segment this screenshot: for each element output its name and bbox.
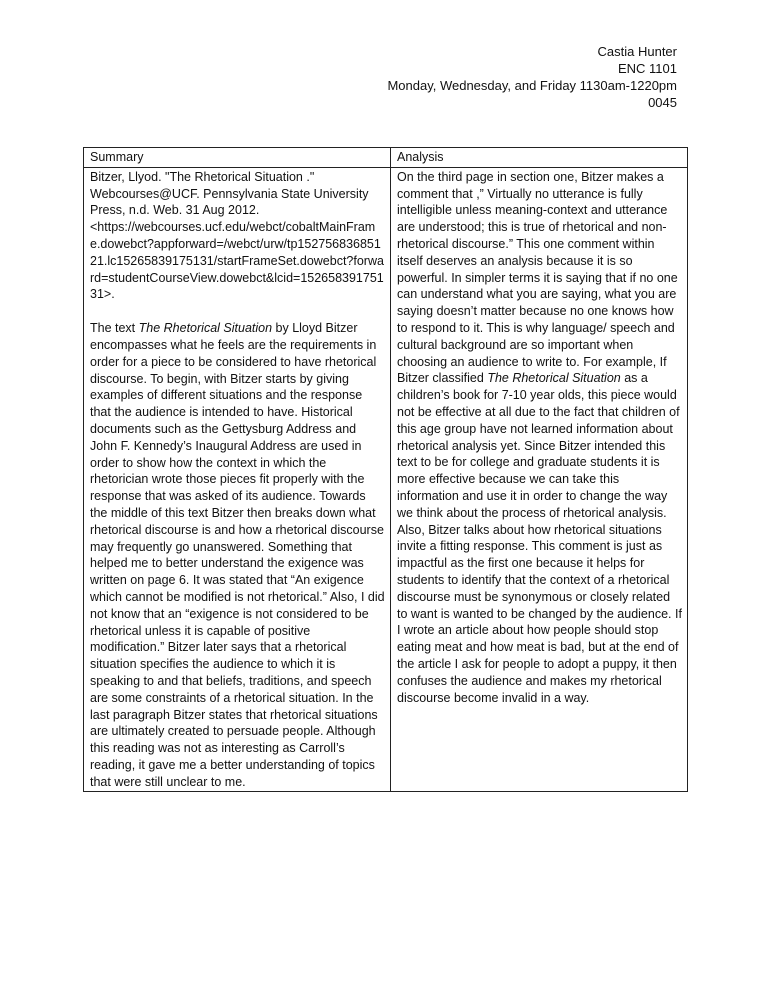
- citation-url: <https://webcourses.ucf.edu/webct/cobaltMainFrame.dowebct?appforward=/webct/urw/tp15275683685121.lc15265839175131/startFrameSet.dowebct?forward=studentCourseView.dowebct&lcid=15265839175131>.: [90, 220, 384, 302]
- table-row: [84, 167, 688, 792]
- citation: Bitzer, Llyod. "The Rhetorical Situation ." Webcourses@UCF. Pennsylvania State University Press, n.d. Web. 31 Aug 2012.: [90, 169, 369, 218]
- table-header-row: [84, 148, 688, 168]
- document-header: [387, 43, 677, 111]
- analysis-text-start: On the third page in section one, Bitzer makes a comment that ,” Virtually no utterance is fully intelligible unless meaning-context and utterance are understood; this is true of rhetorical and non-rhetorical discourse.” This one comment within itself deserves an analysis because it is so powerful. In simpler terms it is saying that if no one can understand what you are saying, what you are saying doesn’t matter because no one knows how to respond to it. This is why language/ speech and cultural background are so important when choosing an audience to write to. For example, If Bitzer classified: [397, 169, 678, 386]
- analysis-column-header: Analysis: [391, 148, 688, 168]
- analysis-cell: [391, 167, 688, 792]
- author-name: Castia Hunter: [597, 44, 677, 59]
- summary-paragraph: [90, 320, 385, 790]
- summary-text-start: The text: [90, 321, 139, 336]
- summary-cell: [84, 167, 391, 792]
- work-title: The Rhetorical Situation: [487, 371, 621, 386]
- summary-column-header: Summary: [84, 148, 391, 168]
- section-number: 0045: [648, 95, 677, 110]
- analysis-paragraph: [397, 169, 682, 707]
- summary-text-rest: by Lloyd Bitzer encompasses what he feels are the requirements in order for a piece to be considered to have rhetorical discourse. To begin, with Bitzer starts by giving examples of different situations and the response that the audience is intended to have. Historical documents such as the Gettysburg Address and John F. Kennedy’s Inaugural Address are used in order to show how the context in which the rhetorician wrote those pieces fit properly with the response that was asked of its audience. Towards the middle of this text Bitzer then breaks down what rhetorical discourse is and how a rhetorical discourse may frequently go unanswered. Something that helped me to better understand the exigence was written on page 6. It was stated that “An exigence which cannot be modified is not rhetorical.” Also, I did not know that an “exigence is not considered to be rhetorical unless it is capable of positive modification.” Bitzer later says that a rhetorical situation specifies the audience to which it is speaking to and that beliefs, traditions, and speech are some constraints of a rhetorical situation. In the last paragraph Bitzer states that rhetorical situations are ultimately created to persuade people. Although this reading was not as interesting as Carroll’s reading, it gave me a better understanding of topics that were still unclear to me.: [90, 321, 385, 789]
- course-code: ENC 1101: [617, 61, 677, 76]
- work-title: The Rhetorical Situation: [138, 321, 273, 336]
- summary-analysis-table: [83, 147, 688, 792]
- analysis-text-rest: as a children’s book for 7-10 year olds, this piece would not be effective at all due to the fact that children of this age group have not learned information about rhetorical analysis yet. Since Bitzer intended this text to be for college and graduate students it is more effective because we can take this information and use it in order to change the way we think about the process of rhetorical analysis. Also, Bitzer talks about how rhetorical situations invite a fitting response. This comment is just as impactful as the first one because it helps for students to identify that the context of a rhetorical discourse must be synonymous or closely related to want is wanted to be changed by the audience. If I wrote an article about how people should stop eating meat and how meat is bad, but at the end of the article I ask for people to adopt a puppy, it then confuses the audience and makes my rhetorical discourse become invalid in a way.: [397, 371, 682, 705]
- class-schedule: Monday, Wednesday, and Friday 1130am-1220pm: [387, 78, 677, 93]
